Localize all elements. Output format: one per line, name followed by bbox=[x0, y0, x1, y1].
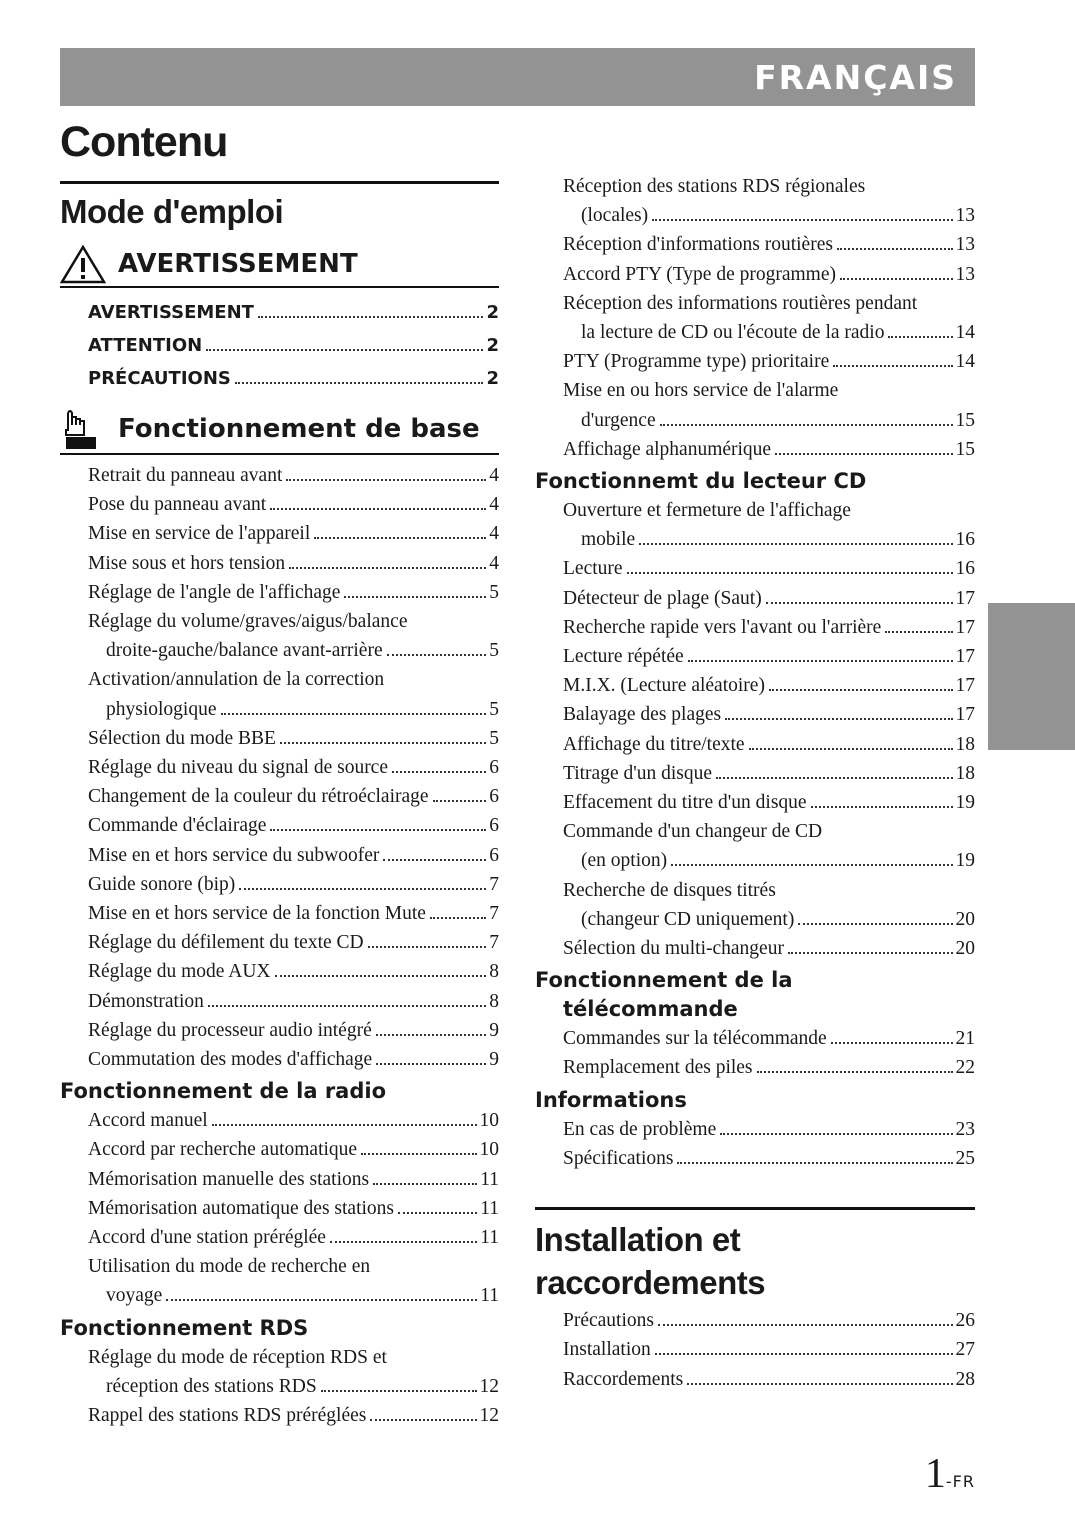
toc-entry-label: PTY (Programme type) prioritaire bbox=[563, 351, 830, 373]
toc-entry[interactable] bbox=[60, 987, 499, 1016]
toc-entry-page: 4 bbox=[489, 465, 499, 486]
dot-leader bbox=[275, 975, 487, 977]
hand-pointer-icon bbox=[60, 407, 106, 451]
toc-entry-label: réception des stations RDS bbox=[106, 1375, 317, 1397]
toc-entry[interactable] bbox=[535, 671, 975, 700]
dot-leader bbox=[798, 923, 952, 925]
toc-entry-page: 13 bbox=[955, 234, 975, 256]
toc-entry-page: 25 bbox=[955, 1147, 975, 1169]
toc-entry-label: (en option) bbox=[581, 850, 668, 872]
language-banner bbox=[60, 48, 975, 106]
avertissement-heading: AVERTISSEMENT bbox=[118, 249, 358, 279]
toc-entry-label: Accord d'une station préréglée bbox=[88, 1227, 326, 1249]
toc-entry[interactable] bbox=[535, 730, 975, 759]
left-column bbox=[60, 181, 499, 1430]
toc-entry-label: Rappel des stations RDS préréglées bbox=[88, 1405, 367, 1427]
toc-entry-page: 11 bbox=[480, 1168, 499, 1190]
toc-entry-page: 2 bbox=[486, 335, 499, 356]
toc-entry-page: 2 bbox=[486, 368, 499, 389]
toc-entry-line: Réglage du mode de réception RDS et bbox=[88, 1346, 387, 1368]
toc-entry-line: Recherche de disques titrés bbox=[563, 879, 776, 901]
toc-entry-label: AVERTISSEMENT bbox=[88, 302, 254, 323]
toc-entry[interactable] bbox=[60, 1401, 499, 1430]
dot-leader bbox=[206, 349, 483, 351]
dot-leader bbox=[212, 1124, 477, 1126]
toc-entry-line: Réglage du volume/graves/aigus/balance bbox=[88, 611, 408, 633]
toc-entry[interactable] bbox=[60, 841, 499, 870]
divider bbox=[60, 453, 499, 455]
toc-entry-label: Démonstration bbox=[88, 990, 204, 1012]
toc-entry[interactable] bbox=[535, 554, 975, 583]
dot-leader bbox=[840, 278, 953, 280]
dot-leader bbox=[757, 1071, 953, 1073]
toc-entry-label: Recherche rapide vers l'avant ou l'arrière bbox=[563, 616, 882, 638]
dot-leader bbox=[658, 1324, 953, 1326]
toc-entry-label: Retrait du panneau avant bbox=[88, 465, 283, 486]
toc-entry[interactable] bbox=[535, 846, 975, 875]
toc-entry-page: 6 bbox=[489, 786, 499, 808]
toc-entry-label: Détecteur de plage (Saut) bbox=[563, 587, 762, 609]
info-list bbox=[535, 1115, 975, 1173]
dot-leader bbox=[289, 567, 486, 569]
dot-leader bbox=[373, 1183, 477, 1185]
dot-leader bbox=[655, 1353, 953, 1355]
toc-entry-label: Effacement du titre d'un disque bbox=[563, 792, 807, 814]
toc-entry[interactable] bbox=[535, 318, 975, 347]
dot-leader bbox=[725, 718, 952, 720]
toc-entry-line: Réception des stations RDS régionales bbox=[563, 176, 866, 197]
toc-entry-page: 7 bbox=[489, 873, 499, 895]
page-number-suffix: -FR bbox=[945, 1472, 975, 1491]
toc-entry-page: 11 bbox=[480, 1197, 499, 1219]
toc-entry-page: 27 bbox=[955, 1339, 975, 1361]
toc-entry-label: Sélection du multi-changeur bbox=[563, 938, 784, 960]
toc-entry[interactable] bbox=[535, 1144, 975, 1173]
toc-entry-page: 14 bbox=[955, 351, 975, 373]
toc-entry[interactable] bbox=[60, 519, 499, 548]
toc-entry-label: la lecture de CD ou l'écoute de la radio bbox=[581, 322, 885, 344]
dot-leader bbox=[221, 713, 487, 715]
toc-entry-label: Accord par recherche automatique bbox=[88, 1139, 358, 1161]
base-list bbox=[60, 461, 499, 1074]
toc-entry-page: 18 bbox=[955, 762, 975, 784]
dot-leader bbox=[720, 1133, 952, 1135]
toc-entry-page: 28 bbox=[955, 1368, 975, 1390]
toc-entry-page: 4 bbox=[489, 494, 499, 516]
toc-entry[interactable] bbox=[535, 1365, 975, 1394]
toc-entry-label: Lecture répétée bbox=[563, 646, 684, 668]
toc-entry[interactable] bbox=[535, 1335, 975, 1364]
toc-entry-page: 20 bbox=[955, 908, 975, 930]
fonctionnement-heading-row bbox=[60, 407, 499, 451]
dot-leader bbox=[376, 1063, 486, 1065]
rds-list bbox=[60, 1343, 499, 1431]
toc-entry-label: Remplacement des piles bbox=[563, 1057, 753, 1079]
radio-heading: Fonctionnement de la radio bbox=[60, 1079, 387, 1104]
toc-entry-label: physiologique bbox=[106, 698, 217, 720]
dot-leader bbox=[688, 660, 953, 662]
warning-triangle-icon bbox=[60, 244, 106, 284]
toc-entry-page: 10 bbox=[479, 1139, 499, 1161]
dot-leader bbox=[833, 365, 952, 367]
toc-entry-page: 12 bbox=[479, 1405, 499, 1427]
dot-leader bbox=[392, 771, 486, 773]
toc-entry-page: 9 bbox=[489, 1049, 499, 1071]
toc-entry[interactable] bbox=[60, 1223, 499, 1252]
toc-entry[interactable] bbox=[535, 406, 975, 435]
toc-entry-label: Accord manuel bbox=[88, 1110, 208, 1132]
toc-entry-page: 5 bbox=[489, 640, 499, 662]
installation-heading-line2: raccordements bbox=[535, 1264, 766, 1302]
dot-leader bbox=[286, 479, 486, 481]
dot-leader bbox=[330, 1241, 477, 1243]
dot-leader bbox=[837, 248, 953, 250]
toc-entry-label: droite-gauche/balance avant-arrière bbox=[106, 640, 383, 662]
toc-entry[interactable] bbox=[535, 934, 975, 963]
dot-leader bbox=[687, 1383, 952, 1385]
toc-entry-label: Affichage alphanumérique bbox=[563, 438, 772, 460]
toc-entry[interactable] bbox=[60, 1106, 499, 1135]
toc-entry[interactable] bbox=[60, 329, 499, 362]
installation-list bbox=[535, 1306, 975, 1394]
toc-entry-line: Mise en ou hors service de l'alarme bbox=[563, 380, 839, 402]
toc-entry-label: Raccordements bbox=[563, 1368, 684, 1390]
toc-entry-label: mobile bbox=[581, 529, 636, 551]
toc-entry-page: 17 bbox=[955, 587, 975, 609]
page-number-value: 1 bbox=[924, 1451, 946, 1497]
toc-entry-page: 5 bbox=[489, 698, 499, 720]
toc-entry-label: PRÉCAUTIONS bbox=[88, 368, 231, 389]
toc-entry-page: 4 bbox=[489, 552, 499, 574]
cd-heading: Fonctionnemt du lecteur CD bbox=[535, 469, 867, 494]
avertissement-heading-row bbox=[60, 244, 499, 284]
dot-leader bbox=[671, 864, 952, 866]
avertissement-list bbox=[60, 296, 499, 395]
toc-entry-page: 15 bbox=[955, 438, 975, 460]
toc-entry[interactable] bbox=[535, 613, 975, 642]
dot-leader bbox=[361, 1153, 476, 1155]
toc-entry-label: Balayage des plages bbox=[563, 704, 722, 726]
toc-entry-label: Mémorisation automatique des stations bbox=[88, 1197, 394, 1219]
remote-list bbox=[535, 1024, 975, 1082]
toc-entry-label: Pose du panneau avant bbox=[88, 494, 267, 516]
toc-entry[interactable] bbox=[535, 1053, 975, 1082]
toc-entry-label: Réception d'informations routières bbox=[563, 234, 833, 256]
toc-entry[interactable] bbox=[60, 362, 499, 395]
toc-entry-page: 7 bbox=[489, 903, 499, 925]
dot-leader bbox=[344, 596, 486, 598]
toc-entry-label: Mise en et hors service de la fonction Mute bbox=[88, 903, 426, 925]
toc-entry-page: 20 bbox=[955, 938, 975, 960]
toc-entry-label: Commande d'éclairage bbox=[88, 815, 267, 837]
toc-entry[interactable] bbox=[535, 525, 975, 554]
toc-entry[interactable] bbox=[535, 700, 975, 729]
toc-entry-label: Mémorisation manuelle des stations bbox=[88, 1168, 370, 1190]
info-heading: Informations bbox=[535, 1087, 687, 1112]
toc-entry-label: Mise en service de l'appareil bbox=[88, 523, 311, 545]
toc-entry-label: Commandes sur la télécommande bbox=[563, 1028, 827, 1050]
toc-entry[interactable] bbox=[60, 811, 499, 840]
toc-entry[interactable] bbox=[60, 1045, 499, 1074]
dot-leader bbox=[831, 1042, 953, 1044]
toc-entry[interactable] bbox=[60, 870, 499, 899]
dot-leader bbox=[430, 917, 486, 919]
toc-entry[interactable] bbox=[535, 1024, 975, 1053]
toc-entry[interactable] bbox=[60, 490, 499, 519]
dot-leader bbox=[885, 631, 952, 633]
toc-entry-label: (locales) bbox=[581, 205, 649, 227]
cd-list bbox=[535, 496, 975, 963]
toc-entry-page: 11 bbox=[480, 1285, 499, 1307]
dot-leader bbox=[398, 1212, 477, 1214]
toc-entry[interactable] bbox=[60, 1372, 499, 1401]
toc-entry[interactable] bbox=[535, 435, 975, 464]
toc-entry[interactable] bbox=[535, 1115, 975, 1144]
dot-leader bbox=[639, 543, 952, 545]
dot-leader bbox=[208, 1005, 486, 1007]
toc-entry-page: 21 bbox=[955, 1028, 975, 1050]
side-tab-marker bbox=[988, 603, 1075, 750]
language-label: FRANÇAIS bbox=[754, 58, 957, 97]
toc-entry-page: 6 bbox=[489, 815, 499, 837]
toc-entry-label: Sélection du mode BBE bbox=[88, 727, 276, 749]
toc-entry-page: 14 bbox=[955, 322, 975, 344]
toc-entry-label: Lecture bbox=[563, 558, 623, 580]
dot-leader bbox=[239, 888, 486, 890]
toc-entry-page: 8 bbox=[489, 990, 499, 1012]
toc-entry[interactable] bbox=[60, 782, 499, 811]
toc-entry-page: 7 bbox=[489, 932, 499, 954]
dot-leader bbox=[321, 1390, 477, 1392]
dot-leader bbox=[270, 829, 486, 831]
toc-entry-page: 12 bbox=[479, 1375, 499, 1397]
toc-entry-label: Commutation des modes d'affichage bbox=[88, 1049, 373, 1071]
toc-entry[interactable] bbox=[535, 759, 975, 788]
dot-leader bbox=[314, 537, 486, 539]
toc-entry[interactable] bbox=[535, 905, 975, 934]
right-column bbox=[535, 172, 975, 1394]
toc-entry[interactable] bbox=[60, 1135, 499, 1164]
dot-leader bbox=[270, 508, 486, 510]
toc-entry[interactable] bbox=[60, 1281, 499, 1310]
toc-entry-page: 15 bbox=[955, 409, 975, 431]
toc-entry-page: 13 bbox=[955, 263, 975, 285]
toc-entry-page: 19 bbox=[955, 850, 975, 872]
dot-leader bbox=[166, 1299, 477, 1301]
toc-entry-page: 6 bbox=[489, 844, 499, 866]
dot-leader bbox=[280, 742, 486, 744]
page-number bbox=[925, 1450, 975, 1498]
toc-entry-label: Réglage du niveau du signal de source bbox=[88, 757, 388, 779]
rds-heading: Fonctionnement RDS bbox=[60, 1315, 309, 1340]
toc-entry-label: voyage bbox=[106, 1285, 163, 1307]
toc-entry-line: Activation/annulation de la correction bbox=[88, 669, 385, 691]
divider bbox=[60, 181, 499, 184]
toc-entry[interactable] bbox=[60, 549, 499, 578]
toc-entry[interactable] bbox=[60, 695, 499, 724]
toc-entry-line: Utilisation du mode de recherche en bbox=[88, 1256, 371, 1278]
toc-entry-page: 18 bbox=[955, 733, 975, 755]
installation-heading-line1: Installation et bbox=[535, 1221, 741, 1259]
toc-entry[interactable] bbox=[60, 899, 499, 928]
toc-entry-page: 16 bbox=[955, 558, 975, 580]
page-title: Contenu bbox=[60, 118, 228, 166]
toc-entry[interactable] bbox=[60, 578, 499, 607]
dot-leader bbox=[235, 382, 484, 384]
toc-entry-line: Réception des informations routières pendant bbox=[563, 292, 918, 314]
toc-entry[interactable] bbox=[535, 788, 975, 817]
toc-entry-page: 5 bbox=[489, 727, 499, 749]
toc-entry-label: Guide sonore (bip) bbox=[88, 873, 236, 895]
toc-entry-page: 10 bbox=[479, 1110, 499, 1132]
toc-entry-label: Installation bbox=[563, 1339, 651, 1361]
toc-entry-page: 2 bbox=[486, 302, 499, 323]
toc-entry-page: 17 bbox=[955, 646, 975, 668]
toc-entry-label: Réglage du processeur audio intégré bbox=[88, 1019, 372, 1041]
toc-entry-page: 9 bbox=[489, 1019, 499, 1041]
remote-heading-line2: télécommande bbox=[563, 997, 738, 1022]
dot-leader bbox=[387, 654, 487, 656]
toc-entry-label: Changement de la couleur du rétroéclairage bbox=[88, 786, 429, 808]
dot-leader bbox=[370, 1419, 476, 1421]
toc-entry[interactable] bbox=[535, 230, 975, 259]
toc-entry[interactable] bbox=[535, 201, 975, 230]
dot-leader bbox=[433, 800, 487, 802]
remote-heading-line1: Fonctionnement de la bbox=[535, 968, 793, 993]
dot-leader bbox=[376, 1034, 487, 1036]
dot-leader bbox=[258, 316, 484, 318]
dot-leader bbox=[677, 1162, 952, 1164]
dot-leader bbox=[811, 806, 953, 808]
toc-entry-line: Commande d'un changeur de CD bbox=[563, 821, 823, 843]
toc-entry-page: 5 bbox=[489, 581, 499, 603]
toc-entry-label: En cas de problème bbox=[563, 1118, 717, 1140]
dot-leader bbox=[888, 336, 952, 338]
fonctionnement-heading: Fonctionnement de base bbox=[118, 414, 480, 444]
toc-entry-label: Réglage de l'angle de l'affichage bbox=[88, 581, 341, 603]
toc-entry-page: 16 bbox=[955, 529, 975, 551]
mode-emploi-heading: Mode d'emploi bbox=[60, 193, 284, 230]
toc-entry-page: 19 bbox=[955, 792, 975, 814]
toc-entry-page: 6 bbox=[489, 757, 499, 779]
toc-entry-page: 11 bbox=[480, 1227, 499, 1249]
dot-leader bbox=[749, 748, 953, 750]
divider bbox=[535, 1207, 975, 1210]
toc-entry[interactable] bbox=[535, 584, 975, 613]
toc-entry-label: Précautions bbox=[563, 1310, 654, 1332]
toc-entry-label: Accord PTY (Type de programme) bbox=[563, 263, 836, 285]
toc-entry[interactable] bbox=[60, 1165, 499, 1194]
installation-heading bbox=[535, 1218, 975, 1304]
toc-entry-label: Spécifications bbox=[563, 1147, 674, 1169]
remote-heading bbox=[535, 966, 975, 1024]
dot-leader bbox=[368, 946, 487, 948]
toc-entry[interactable] bbox=[60, 957, 499, 986]
toc-entry-page: 17 bbox=[955, 616, 975, 638]
toc-entry[interactable] bbox=[60, 928, 499, 957]
toc-entry-label: ATTENTION bbox=[88, 335, 203, 356]
toc-entry-line: Ouverture et fermeture de l'affichage bbox=[563, 500, 851, 522]
toc-entry-label: Réglage du mode AUX bbox=[88, 961, 271, 983]
toc-entry-label: Titrage d'un disque bbox=[563, 762, 713, 784]
toc-entry-label: d'urgence bbox=[581, 409, 656, 431]
toc-entry-label: Mise en et hors service du subwoofer bbox=[88, 844, 380, 866]
toc-entry-page: 4 bbox=[489, 523, 499, 545]
dot-leader bbox=[652, 219, 952, 221]
dot-leader bbox=[660, 424, 953, 426]
toc-entry[interactable] bbox=[60, 461, 499, 490]
toc-entry-page: 8 bbox=[489, 961, 499, 983]
toc-entry-label: Affichage du titre/texte bbox=[563, 733, 745, 755]
toc-entry[interactable] bbox=[535, 347, 975, 376]
rds-continued-list bbox=[535, 172, 975, 464]
dot-leader bbox=[766, 602, 953, 604]
radio-list bbox=[60, 1106, 499, 1310]
toc-entry-page: 17 bbox=[955, 675, 975, 697]
dot-leader bbox=[627, 572, 953, 574]
toc-entry-page: 26 bbox=[955, 1310, 975, 1332]
toc-entry[interactable] bbox=[535, 1306, 975, 1335]
toc-entry[interactable] bbox=[60, 296, 499, 329]
toc-entry-page: 17 bbox=[955, 704, 975, 726]
toc-entry[interactable] bbox=[60, 753, 499, 782]
toc-entry[interactable] bbox=[60, 724, 499, 753]
dot-leader bbox=[788, 952, 953, 954]
toc-entry-page: 22 bbox=[955, 1057, 975, 1079]
dot-leader bbox=[769, 689, 953, 691]
toc-entry[interactable] bbox=[60, 1194, 499, 1223]
toc-entry[interactable] bbox=[535, 642, 975, 671]
dot-leader bbox=[775, 453, 952, 455]
toc-entry-label: Réglage du défilement du texte CD bbox=[88, 932, 364, 954]
toc-entry[interactable] bbox=[60, 636, 499, 665]
toc-entry-page: 23 bbox=[955, 1118, 975, 1140]
dot-leader bbox=[716, 777, 952, 779]
toc-entry[interactable] bbox=[60, 1016, 499, 1045]
toc-entry[interactable] bbox=[535, 260, 975, 289]
divider bbox=[60, 286, 499, 288]
toc-entry-page: 13 bbox=[955, 205, 975, 227]
dot-leader bbox=[383, 859, 486, 861]
toc-entry-label: Mise sous et hors tension bbox=[88, 552, 286, 574]
toc-entry-label: (changeur CD uniquement) bbox=[581, 908, 795, 930]
toc-entry-label: M.I.X. (Lecture aléatoire) bbox=[563, 675, 765, 697]
